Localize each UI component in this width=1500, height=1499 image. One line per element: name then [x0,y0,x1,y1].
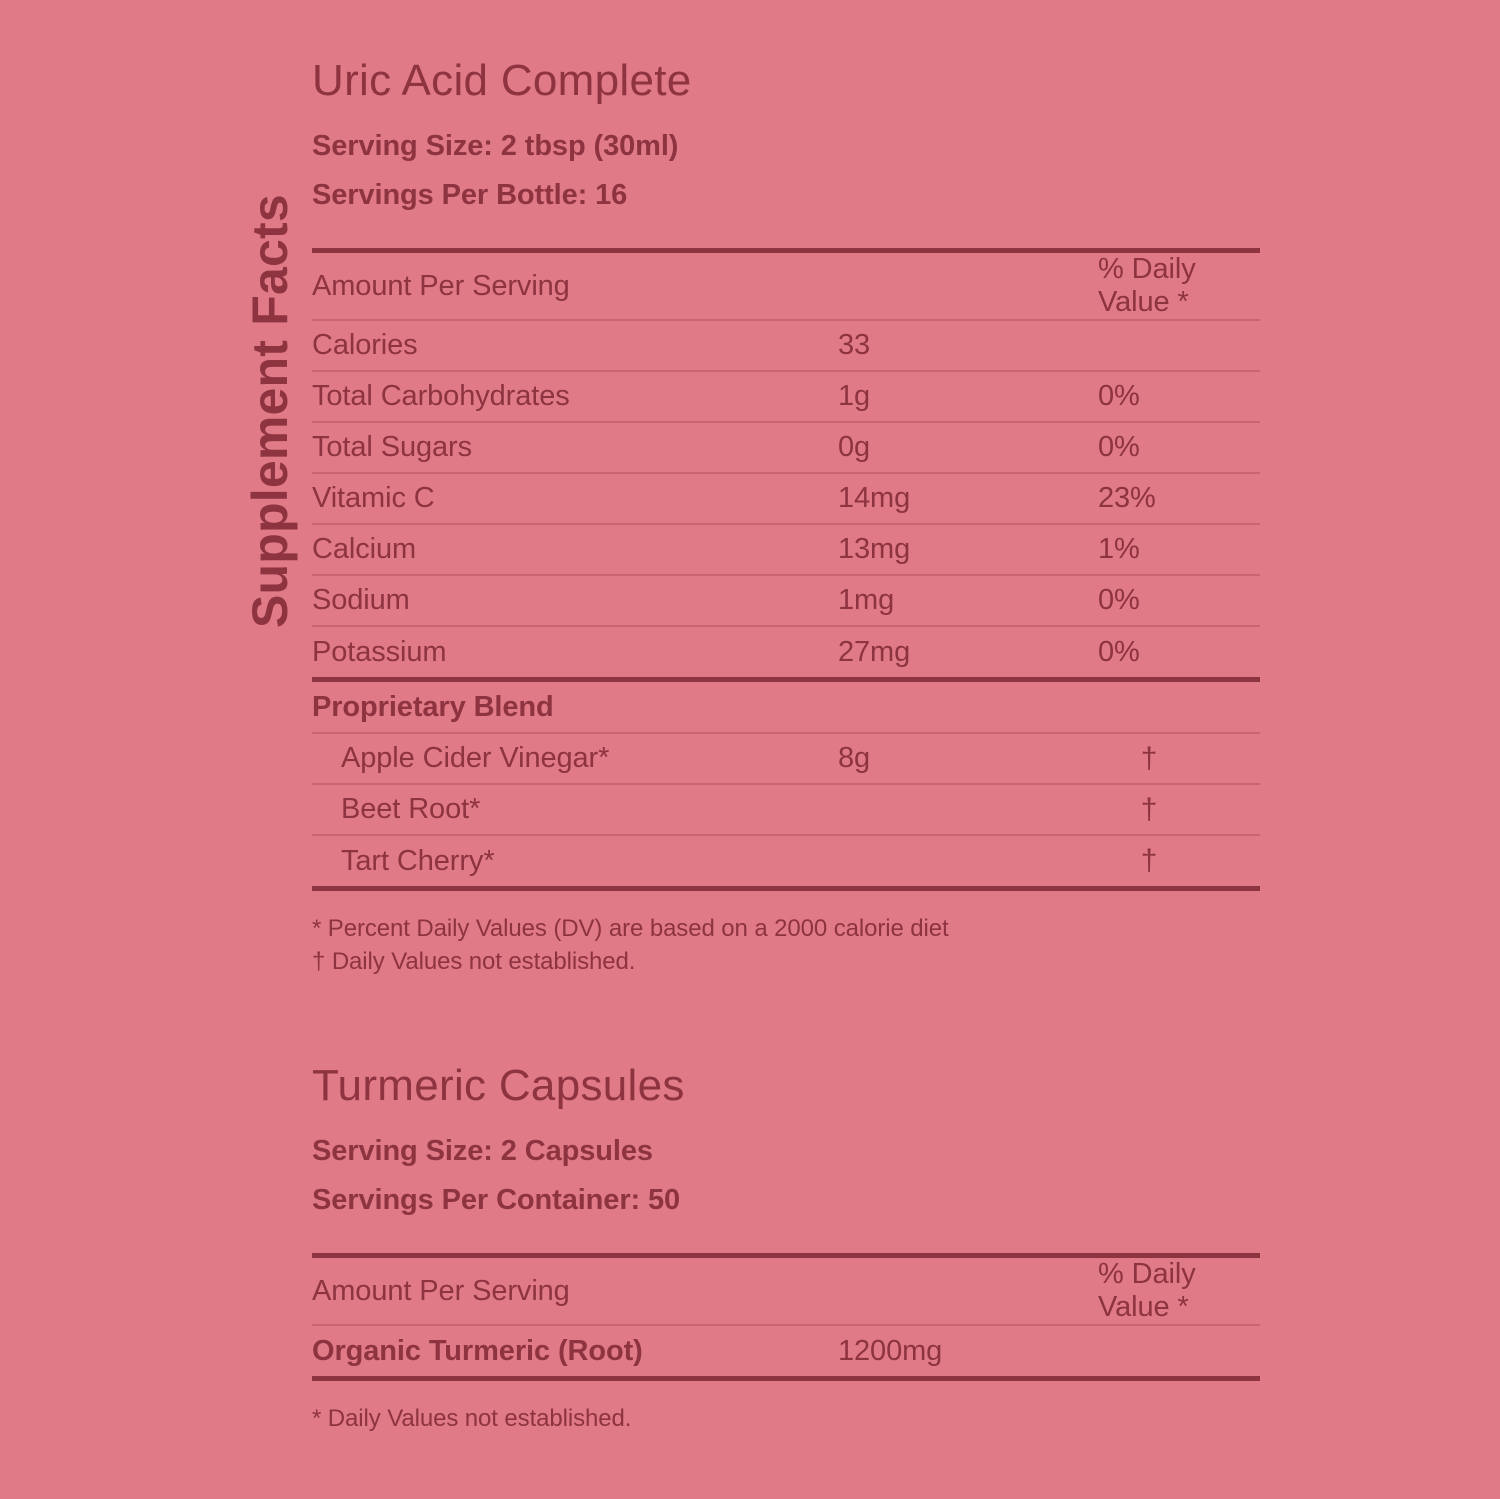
blend-item-name: Tart Cherry* [341,844,495,877]
table-bottom-rule-uric [312,886,1260,891]
blend-item-row [312,733,1260,784]
product-title-turmeric-capsules: Turmeric Capsules [312,1060,685,1110]
table-row [312,575,1260,626]
table-row [312,1325,1260,1376]
nutrient-daily-value [1098,320,1260,371]
blend-item-amount: 8g [838,733,1098,784]
blend-item-row [312,835,1260,886]
nutrient-amount: 1g [838,371,1098,422]
supplement-facts-vertical-title: Supplement Facts [242,194,298,628]
facts-table-turmeric-capsules [312,1258,1260,1376]
section-turmeric-capsules [312,1060,1260,1436]
table-row [312,320,1260,371]
proprietary-blend-heading-row [312,682,1260,733]
nutrient-daily-value: 0% [1098,371,1260,422]
nutrient-name: Calcium [312,524,838,575]
blend-item-row [312,784,1260,835]
nutrient-amount: 27mg [838,635,911,668]
proprietary-blend-table [312,682,1260,886]
nutrient-daily-value: 0% [1098,635,1140,668]
side-title-container [0,0,300,700]
table-header-row-turmeric [312,1258,1260,1325]
nutrient-amount: 33 [838,320,1098,371]
table-row [312,524,1260,575]
nutrient-amount: 14mg [838,473,1098,524]
footnote-dagger-not-established: † Daily Values not established. [312,948,636,976]
header-spacer-uric [838,253,1098,320]
table-row [312,473,1260,524]
serving-size-turmeric-capsules: Serving Size: 2 Capsules [312,1135,653,1168]
blend-item-name: Beet Root* [312,784,838,835]
blend-heading-amount-spacer [838,682,1098,733]
blend-item-daily-value: † [1098,784,1260,835]
amount-per-serving-header-turmeric: Amount Per Serving [312,1258,838,1325]
footnote-percent-daily-value: * Percent Daily Values (DV) are based on a 2000 calorie diet [312,915,949,943]
product-title-uric-acid-complete: Uric Acid Complete [312,56,692,105]
nutrient-name: Total Sugars [312,422,838,473]
blend-item-daily-value: † [1140,844,1158,878]
facts-table-uric-acid-complete [312,253,1260,677]
nutrient-daily-value: 1% [1098,524,1260,575]
nutrient-amount: 1200mg [838,1334,943,1367]
daily-value-header-turmeric: % Daily Value * [1098,1258,1260,1325]
blend-heading-dv-spacer [1098,682,1260,733]
daily-value-header-uric: % Daily Value * [1098,253,1260,320]
footnotes-turmeric-capsules [312,1403,1260,1436]
header-spacer-turmeric [838,1258,1098,1325]
servings-per-bottle-uric-acid-complete: Servings Per Bottle: 16 [312,179,628,212]
proprietary-blend-heading: Proprietary Blend [312,682,838,733]
blend-item-name: Apple Cider Vinegar* [312,733,838,784]
nutrient-name: Total Carbohydrates [312,371,838,422]
nutrient-daily-value: 23% [1098,473,1260,524]
nutrient-name: Calories [312,320,838,371]
table-bottom-rule-turmeric [312,1376,1260,1381]
nutrient-name: Sodium [312,575,838,626]
servings-per-container-turmeric-capsules: Servings Per Container: 50 [312,1184,681,1217]
serving-size-uric-acid-complete: Serving Size: 2 tbsp (30ml) [312,130,679,163]
blend-item-amount [838,784,1098,835]
nutrient-amount: 1mg [838,575,1098,626]
nutrient-amount: 0g [838,422,1098,473]
section-spacer [312,979,1260,1063]
table-row [312,422,1260,473]
nutrient-daily-value: 0% [1098,422,1260,473]
blend-item-daily-value: † [1098,733,1260,784]
amount-per-serving-header-uric: Amount Per Serving [312,253,838,320]
blend-item-amount [838,835,1098,886]
footnotes-uric-acid-complete [312,913,1260,979]
table-header-row-uric [312,253,1260,320]
section-uric-acid-complete [312,0,1260,979]
table-row [312,371,1260,422]
footnote-daily-values-not-established: * Daily Values not established. [312,1405,632,1433]
table-row [312,626,1260,677]
nutrient-amount: 13mg [838,524,1098,575]
nutrient-name: Organic Turmeric (Root) [312,1334,643,1367]
supplement-facts-panel [312,0,1260,1436]
nutrient-name: Vitamic C [312,473,838,524]
nutrient-daily-value [1098,1325,1260,1376]
nutrient-name: Potassium [312,635,447,668]
nutrient-daily-value: 0% [1098,575,1260,626]
